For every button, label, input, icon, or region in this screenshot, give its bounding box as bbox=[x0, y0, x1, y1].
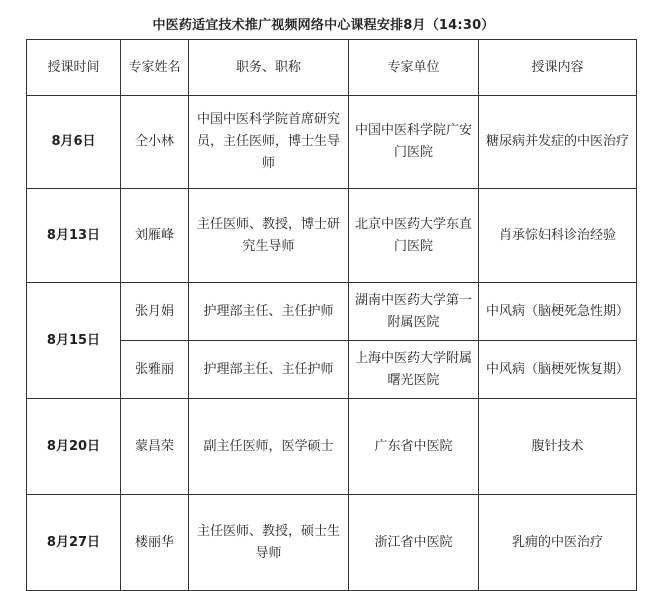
row-unit: 中国中医科学院广安门医院 bbox=[349, 96, 479, 189]
table-row bbox=[27, 283, 637, 341]
header-time: 授课时间 bbox=[27, 40, 121, 96]
row-position: 护理部主任、主任护师 bbox=[189, 283, 349, 341]
row-unit: 上海中医药大学附属曙光医院 bbox=[349, 341, 479, 399]
table-header-row bbox=[27, 40, 637, 96]
row-content: 糖尿病并发症的中医治疗 bbox=[479, 96, 637, 189]
table-row bbox=[27, 399, 637, 495]
table-row bbox=[27, 495, 637, 591]
course-schedule-table bbox=[26, 39, 637, 591]
row-position: 护理部主任、主任护师 bbox=[189, 341, 349, 399]
row-unit: 广东省中医院 bbox=[349, 399, 479, 495]
table-row bbox=[27, 189, 637, 283]
row-expert-name: 张雅丽 bbox=[121, 341, 189, 399]
row-position: 主任医师、教授，硕士生导师 bbox=[189, 495, 349, 591]
row-date: 8月15日 bbox=[27, 283, 121, 399]
row-date: 8月20日 bbox=[27, 399, 121, 495]
row-expert-name: 仝小林 bbox=[121, 96, 189, 189]
row-position: 中国中医科学院首席研究员，主任医师，博士生导师 bbox=[189, 96, 349, 189]
row-content: 中风病（脑梗死恢复期） bbox=[479, 341, 637, 399]
header-position: 职务、职称 bbox=[189, 40, 349, 96]
page-title: 中医药适宜技术推广视频网络中心课程安排8月（14:30） bbox=[152, 18, 495, 33]
header-expert: 专家姓名 bbox=[121, 40, 189, 96]
row-position: 主任医师、教授，博士研究生导师 bbox=[189, 189, 349, 283]
row-content: 乳痈的中医治疗 bbox=[479, 495, 637, 591]
row-date: 8月13日 bbox=[27, 189, 121, 283]
row-content: 腹针技术 bbox=[479, 399, 637, 495]
row-expert-name: 张月娟 bbox=[121, 283, 189, 341]
row-expert-name: 刘雁峰 bbox=[121, 189, 189, 283]
row-date: 8月6日 bbox=[27, 96, 121, 189]
row-unit: 浙江省中医院 bbox=[349, 495, 479, 591]
row-content: 中风病（脑梗死急性期） bbox=[479, 283, 637, 341]
row-expert-name: 蒙昌荣 bbox=[121, 399, 189, 495]
row-expert-name: 楼丽华 bbox=[121, 495, 189, 591]
row-date: 8月27日 bbox=[27, 495, 121, 591]
row-unit: 北京中医药大学东直门医院 bbox=[349, 189, 479, 283]
row-unit: 湖南中医药大学第一附属医院 bbox=[349, 283, 479, 341]
table-row bbox=[27, 96, 637, 189]
header-unit: 专家单位 bbox=[349, 40, 479, 96]
header-content: 授课内容 bbox=[479, 40, 637, 96]
row-position: 副主任医师，医学硕士 bbox=[189, 399, 349, 495]
row-content: 肖承悰妇科诊治经验 bbox=[479, 189, 637, 283]
